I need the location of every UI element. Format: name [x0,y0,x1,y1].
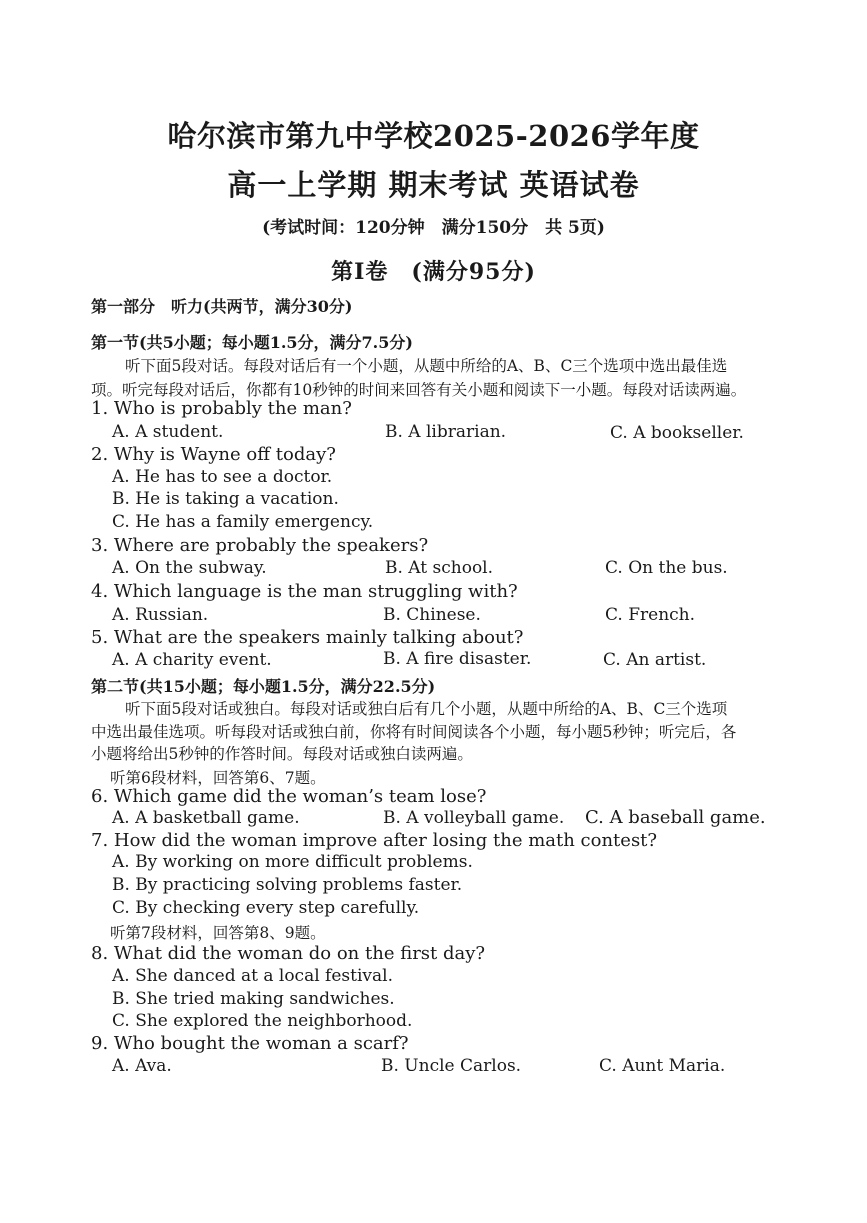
q5-option-c: C. An artist. [603,650,707,670]
section2-heading: 第二节(共15小题；每小题1.5分，满分22.5分) [91,677,436,696]
q7-option-a: A. By working on more difficult problems. [112,852,473,872]
question-3: 3. Where are probably the speakers? [91,535,429,556]
q7-option-c: C. By checking every step carefully. [112,898,420,918]
q6-option-b: B. A volleyball game. [383,808,565,828]
q1-option-a: A. A student. [112,422,224,442]
question-2: 2. Why is Wayne off today? [91,444,336,465]
q8-option-b: B. She tried making sandwiches. [112,989,395,1009]
q8-option-a: A. She danced at a local festival. [112,966,393,986]
question-9: 9. Who bought the woman a scarf? [91,1033,409,1054]
section1-instruction-line1: 听下面5段对话。每段对话后有一个小题，从题中所给的A、B、C三个选项中选出最佳选 [125,357,728,375]
q2-option-c: C. He has a family emergency. [112,512,374,532]
q5-option-b: B. A fire disaster. [383,649,532,669]
exam-title-line2: 高一上学期 期末考试 英语试卷 [227,168,640,202]
q7-option-b: B. By practicing solving problems faster. [112,875,463,895]
q1-option-b: B. A librarian. [385,422,507,442]
section1-instruction-line2: 项。听完每段对话后，你都有10秒钟的时间来回答有关小题和阅读下一小题。每段对话读两遍。 [91,381,747,399]
q1-option-c: C. A bookseller. [610,423,744,443]
q6-option-c: C. A baseball game. [585,807,766,828]
q3-option-c: C. On the bus. [605,558,728,578]
q2-option-a: A. He has to see a doctor. [112,467,333,487]
q2-option-b: B. He is taking a vacation. [112,489,339,509]
question-5: 5. What are the speakers mainly talking about? [91,627,524,648]
exam-info: (考试时间：120分钟 满分150分 共 5页) [262,218,605,238]
exam-title-line1: 哈尔滨市第九中学校2025-2026学年度 [167,119,700,153]
question-6: 6. Which game did the woman’s team lose? [91,786,487,807]
q3-option-a: A. On the subway. [112,558,267,578]
section2-instruction-line1: 听下面5段对话或独白。每段对话或独白后有几个小题，从题中所给的A、B、C三个选项 [125,700,728,718]
q9-option-b: B. Uncle Carlos. [381,1056,522,1076]
q5-option-a: A. A charity event. [112,650,272,670]
question-7: 7. How did the woman improve after losing the math contest? [91,830,658,851]
q6-option-a: A. A basketball game. [112,808,300,828]
q9-option-c: C. Aunt Maria. [599,1056,726,1076]
section1-heading: 第一节(共5小题；每小题1.5分，满分7.5分) [91,333,413,352]
section2-instruction-line2: 中选出最佳选项。听每段对话或独白前，你将有时间阅读各个小题，每小题5秒钟；听完后，各 [91,723,737,741]
volume-title: 第Ⅰ卷 (满分95分) [331,259,536,285]
section2-instruction-line3: 小题将给出5秒钟的作答时间。每段对话或独白读两遍。 [91,745,473,763]
q4-option-b: B. Chinese. [383,605,481,625]
part1-heading: 第一部分 听力(共两节，满分30分) [91,297,353,316]
q3-option-b: B. At school. [385,558,494,578]
q8-option-c: C. She explored the neighborhood. [112,1011,413,1031]
question-4: 4. Which language is the man struggling with? [91,581,518,602]
q9-option-a: A. Ava. [112,1056,172,1076]
material-6-instruction: 听第6段材料，回答第6、7题。 [110,769,326,787]
q4-option-a: A. Russian. [112,605,209,625]
material-7-instruction: 听第7段材料，回答第8、9题。 [110,924,326,942]
q4-option-c: C. French. [605,605,696,625]
question-1: 1. Who is probably the man? [91,398,352,419]
question-8: 8. What did the woman do on the first day? [91,943,486,964]
